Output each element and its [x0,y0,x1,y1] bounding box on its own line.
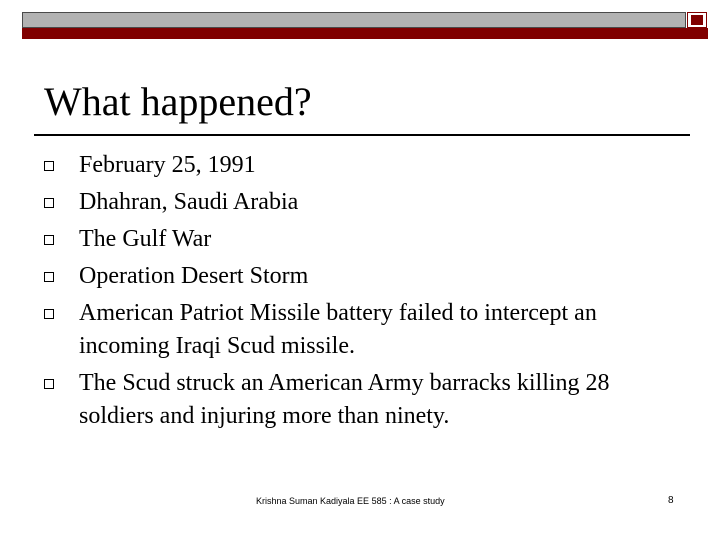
hollow-square-bullet-icon [44,235,54,245]
bullet-item-failure [42,297,682,363]
bullet-text: The Scud struck an American Army barracks killing 28 soldiers and injuring more than ninety. [79,370,610,429]
bullet-item-location [42,186,682,219]
hollow-square-bullet-icon [44,198,54,208]
hollow-square-bullet-icon [44,161,54,171]
slide-title: What happened? [44,79,312,124]
bullet-item-date [42,149,682,182]
hollow-square-bullet-icon [44,309,54,319]
bullet-text: Operation Desert Storm [79,263,309,289]
slide-footer: Krishna Suman Kadiyala EE 585 : A case study [256,496,445,506]
bullet-text: February 25, 1991 [79,152,256,178]
bullet-text: American Patriot Missile battery failed to intercept an incoming Iraqi Scud missile. [79,300,597,359]
page-number: 8 [668,495,674,506]
corner-square-decoration [687,12,707,28]
hollow-square-bullet-icon [44,272,54,282]
bullet-list [42,149,682,437]
bullet-item-operation [42,260,682,293]
bullet-item-impact [42,367,682,433]
title-divider [34,134,690,136]
bullet-text: The Gulf War [79,226,212,252]
header-banner-gray [22,12,686,28]
bullet-item-war [42,223,682,256]
hollow-square-bullet-icon [44,379,54,389]
bullet-text: Dhahran, Saudi Arabia [79,189,299,215]
header-banner-red [22,28,708,39]
